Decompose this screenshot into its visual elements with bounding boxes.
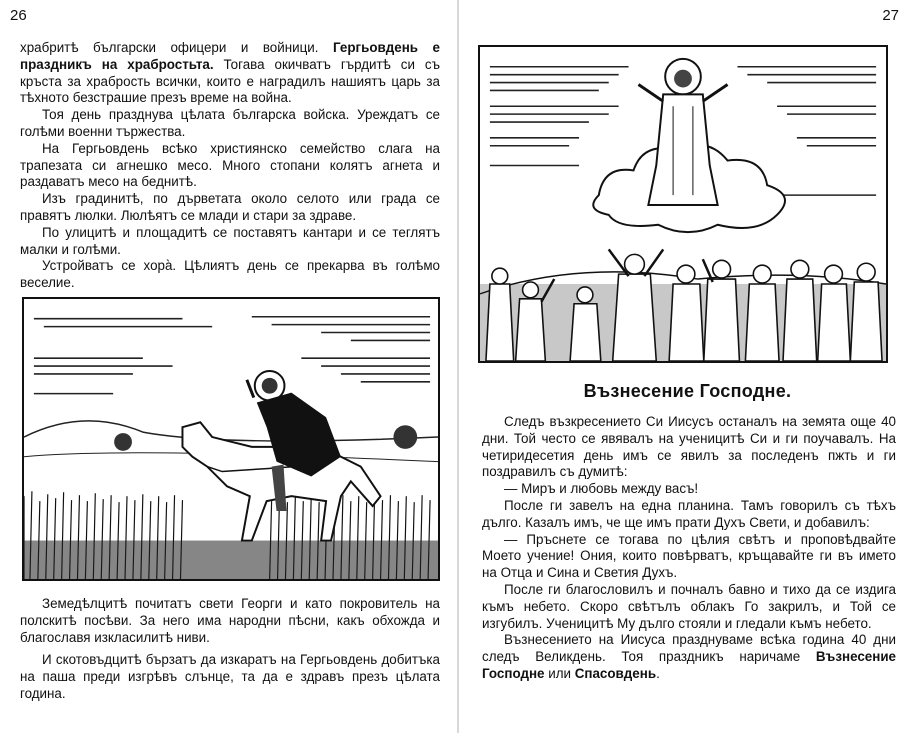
left-top-text — [20, 40, 440, 292]
paragraph: После ги благословилъ и почналъ бавно и тихо да се издига къмъ небето. Скоро свѣтълъ облакъ Го закрилъ, и Той се изгубилъ. Ученицитѣ Му дълго стояли и гледали къмъ небето. — [482, 581, 896, 631]
paragraph: Тоя день празднува цѣлата българска войска. Уреждатъ се голѣми военни тържества. — [20, 107, 440, 139]
quote: — Пръснете се тогава по цѣлия свѣтъ и проповѣдвайте Моето учение! Ония, които повѣрватъ, кръщавайте ги въ името на Отца и Сина и Светия Духъ. — [482, 531, 896, 581]
saint-george-illustration — [22, 297, 440, 581]
paragraph: На Гергьовдень всѣко християнско семейство слага на трапезата си агнешко месо. Много стопани колятъ агнета и раздаватъ месо на беднитѣ. — [20, 140, 440, 190]
paragraph: По улицитѣ и площадитѣ се поставятъ кантари и се теглятъ малки и голѣми. — [20, 224, 440, 257]
paragraph: Възнесението на Иисуса празднуваме всѣка година 40 дни следъ Великдень. Тоя праздникъ наричаме Възнесение Господне или Спасовдень. — [482, 632, 896, 681]
paragraph: Устройватъ се хора̀. Цѣлиятъ день се прекарва въ голѣмо веселие. — [20, 258, 440, 291]
section-heading: Възнесение Господне. — [583, 381, 792, 401]
page-number-left: 26 — [10, 7, 27, 24]
right-page — [458, 0, 917, 733]
paragraph: И скотовъдцитѣ бързатъ да изкаратъ на Гергьовдень добитъка на паша преди изгрѣвъ слънце, та да е здравъ презъ цѣлата година. — [20, 652, 440, 701]
left-page — [0, 0, 458, 733]
paragraph: После ги завелъ на една планина. Тамъ говорилъ съ тѣхъ дълго. Казалъ имъ, че ще имъ прати Духъ Свети, и добавилъ: — [482, 497, 896, 530]
paragraph: Земедѣлцитѣ почитатъ свети Георги и като покровитель на полскитѣ посѣви. За него има народни пѣсни, какъ обхожда и благославя изкласилитѣ ниви. — [20, 596, 440, 645]
right-text — [482, 414, 896, 683]
paragraph: Следъ възкресението Си Иисусъ останалъ на земята още 40 дни. Той често се явявалъ на ученицитѣ Си и ги поучавалъ. На четиридесетия день имъ се явилъ за последенъ пжть и ги поздравилъ съ думитѣ: — [482, 414, 896, 480]
ascension-illustration — [478, 45, 888, 363]
saint-george-drawing — [24, 299, 438, 579]
left-bottom-text — [20, 596, 440, 703]
paragraph: храбритѣ български офицери и войници. Гергьовдень е праздникъ на храбростьта. Тогава окичватъ гърдитѣ си съ кръста за храбрость всички, които е наградилъ нашиятъ царь за тѣхното безстрашие презъ време на война. — [20, 40, 441, 106]
quote: — Миръ и любовь между васъ! — [504, 481, 699, 497]
ascension-drawing — [480, 47, 886, 361]
page-number-right: 27 — [882, 7, 899, 24]
paragraph: Изъ градинитѣ, по дърветата около селото или града се правятъ люлки. Люлѣятъ се млади и стари за здраве. — [20, 191, 440, 223]
